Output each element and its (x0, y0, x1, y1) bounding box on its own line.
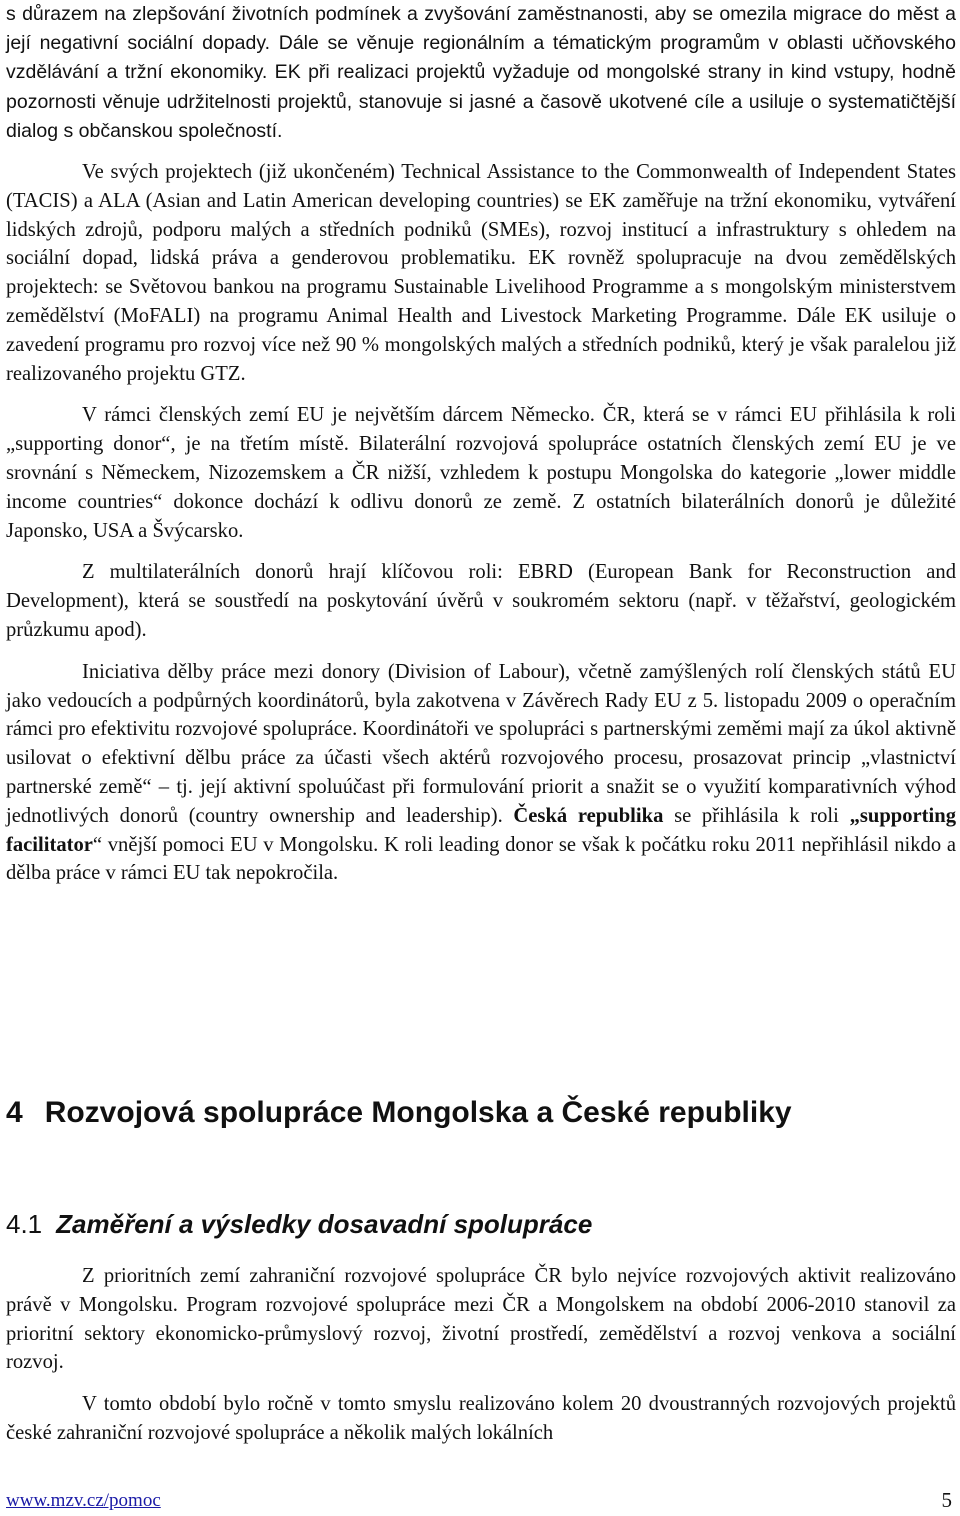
paragraph-tacis-ala: Ve svých projektech (již ukončeném) Technical Assistance to the Commonwealth of Independent States (TACIS) a ALA (Asian and Latin American developing countries) se EK zaměřuje na tržní ekonomiku, vytváření lidských zdrojů, podporu malých a středních podniků (SMEs), rozvoj institucí a infrastruktury s ohledem na sociální dopad, lidská práva a genderovou problematiku. EK rovněž spolupracuje na dvou zemědělských projektech: se Světovou bankou na programu Sustainable Livelihood Programme a s mongolským ministerstvem zemědělství (MoFALI) na programu Animal Health and Livestock Marketing Programme. Dále EK usiluje o zavedení programu pro rozvoj více než 90 % mongolských malých a středních podniků, který je však paralelou již realizovaného projektu GTZ. (6, 161, 956, 385)
section-heading-4: 4 Rozvojová spolupráce Mongolska a České republiky (6, 1096, 792, 1129)
paragraph-annual-projects: V tomto období bylo ročně v tomto smyslu realizováno kolem 20 dvoustranných rozvojových projektů české zahraniční rozvojové spolupráce a několik malých lokálních (6, 1393, 956, 1444)
subsection-heading-4-1: 4.1 Zaměření a výsledky dosavadní spolupráce (6, 1209, 593, 1239)
section-4-1-body (6, 1262, 956, 1448)
paragraph-eu-rural: s důrazem na zlepšování životních podmínek a zvyšování zaměstnanosti, aby se omezila migrace do měst a její negativní sociální dopady. Dále se věnuje regionálním a tématickým programům v oblasti učňovského vzdělávání a tržní ekonomiky. EK při realizaci projektů vyžaduje od mongolské strany in kind vstupy, hodně pozornosti věnuje udržitelnosti projektů, stanovuje si jasné a časově ukotvené cíle a usiluje o systematičtější dialog s občanskou společností. (6, 3, 956, 142)
paragraph-multilateral-donors: Z multilaterálních donorů hrají klíčovou roli: EBRD (European Bank for Reconstruction and Development), která se soustředí na poskytování úvěrů v soukromém sektoru (např. v těžařství, geologickém průzkumu apod). (6, 561, 956, 641)
bold-czech-republic: Česká republika (513, 804, 664, 827)
paragraph-eu-member-donors: V rámci členských zemí EU je největším dárcem Německo. ČR, která se v rámci EU přihlásila k roli „supporting donor“, je na třetím místě. Bilaterální rozvojová spolupráce ostatních členských zemí EU je ve srovnání s Německem, Nizozemskem a ČR nižší, vzhledem k postupu Mongolska do kategorie „lower middle income countries“ dokonce dochází k odlivu donorů ze země. Z ostatních bilaterálních donorů je důležité Japonsko, USA a Švýcarsko. (6, 404, 956, 542)
bold-supporting-facilitator: „supporting facilitator (6, 804, 957, 856)
footer-link[interactable]: www.mzv.cz/pomoc (6, 1490, 161, 1511)
page-number: 5 (941, 1488, 952, 1512)
paragraph-priority-countries: Z prioritních zemí zahraniční rozvojové spolupráce ČR bylo nejvíce rozvojových aktivit realizováno právě v Mongolsku. Program rozvojové spolupráce mezi ČR a Mongolskem na období 2006-2010 stanovil za prioritní sektory ekonomicko-průmyslový rozvoj, životní prostředí, zemědělství a rozvoj venkova a sociální rozvoj. (6, 1265, 956, 1374)
document-body (6, 0, 956, 888)
paragraph-division-of-labour: Iniciativa dělby práce mezi donory (Division of Labour), včetně zamýšlených rolí členských států EU jako vedoucích a podpůrných koordinátorů, byla zakotvena v Závěrech Rady EU z 5. listopadu 2009 o operačním rámci pro efektivitu rozvojové spolupráce. Koordinátoři ve spolupráci s partnerskými zeměmi mají za úkol aktivně usilovat o efektivní dělbu práce za účasti všech aktérů rozvojového procesu, prosazovat princip „vlastnictví partnerské země“ – tj. její aktivní spoluúčast při formulování priorit a snažit se o využití komparativních výhod jednotlivých donorů (country ownership and leadership). Česká republika se přihlásila k roli „supporting facilitator“ vnější pomoci EU v Mongolsku. K roli leading donor se však k počátku roku 2011 nepřihlásil nikdo a dělba práce v rámci EU tak nepokročila. (6, 660, 957, 885)
